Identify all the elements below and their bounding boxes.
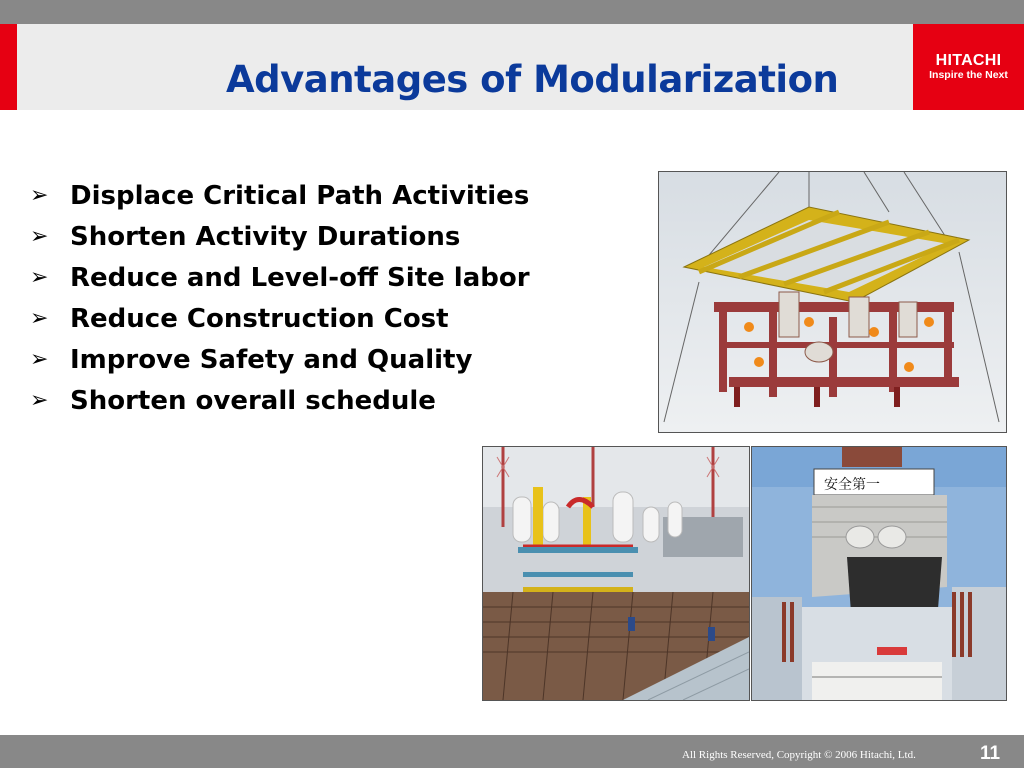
bullet-text: Improve Safety and Quality [70,344,473,375]
logo-name: HITACHI [935,52,1002,69]
photo-construction-site [482,446,750,701]
bullet-list [30,175,530,421]
copyright-text: All Rights Reserved, Copyright © 2006 Hitachi, Ltd. [682,749,916,761]
left-accent-bar [0,24,17,110]
bullet-text: Reduce and Level-off Site labor [70,262,530,293]
arrow-bullet-icon: ➢ [30,347,49,372]
bullet-text: Displace Critical Path Activities [70,180,530,211]
photo-module-lift [658,171,1007,433]
arrow-bullet-icon: ➢ [30,183,49,208]
safety-sign-text: 安全第一 [824,477,880,493]
arrow-bullet-icon: ➢ [30,265,49,290]
page-number: 11 [980,743,1001,764]
bullet-item [30,216,530,257]
logo-tagline: Inspire the Next [929,69,1008,81]
bullet-item [30,380,530,421]
bullet-text: Reduce Construction Cost [70,303,449,334]
hitachi-logo [913,24,1024,110]
photo-module-placement [751,446,1007,701]
top-bar [0,0,1024,24]
arrow-bullet-icon: ➢ [30,306,49,331]
bullet-item [30,257,530,298]
bullet-item [30,298,530,339]
slide-title: Advantages of Modularization [226,58,839,101]
bullet-text: Shorten Activity Durations [70,221,461,252]
arrow-bullet-icon: ➢ [30,388,49,413]
bullet-text: Shorten overall schedule [70,385,436,416]
arrow-bullet-icon: ➢ [30,224,49,249]
bullet-item [30,175,530,216]
bullet-item [30,339,530,380]
